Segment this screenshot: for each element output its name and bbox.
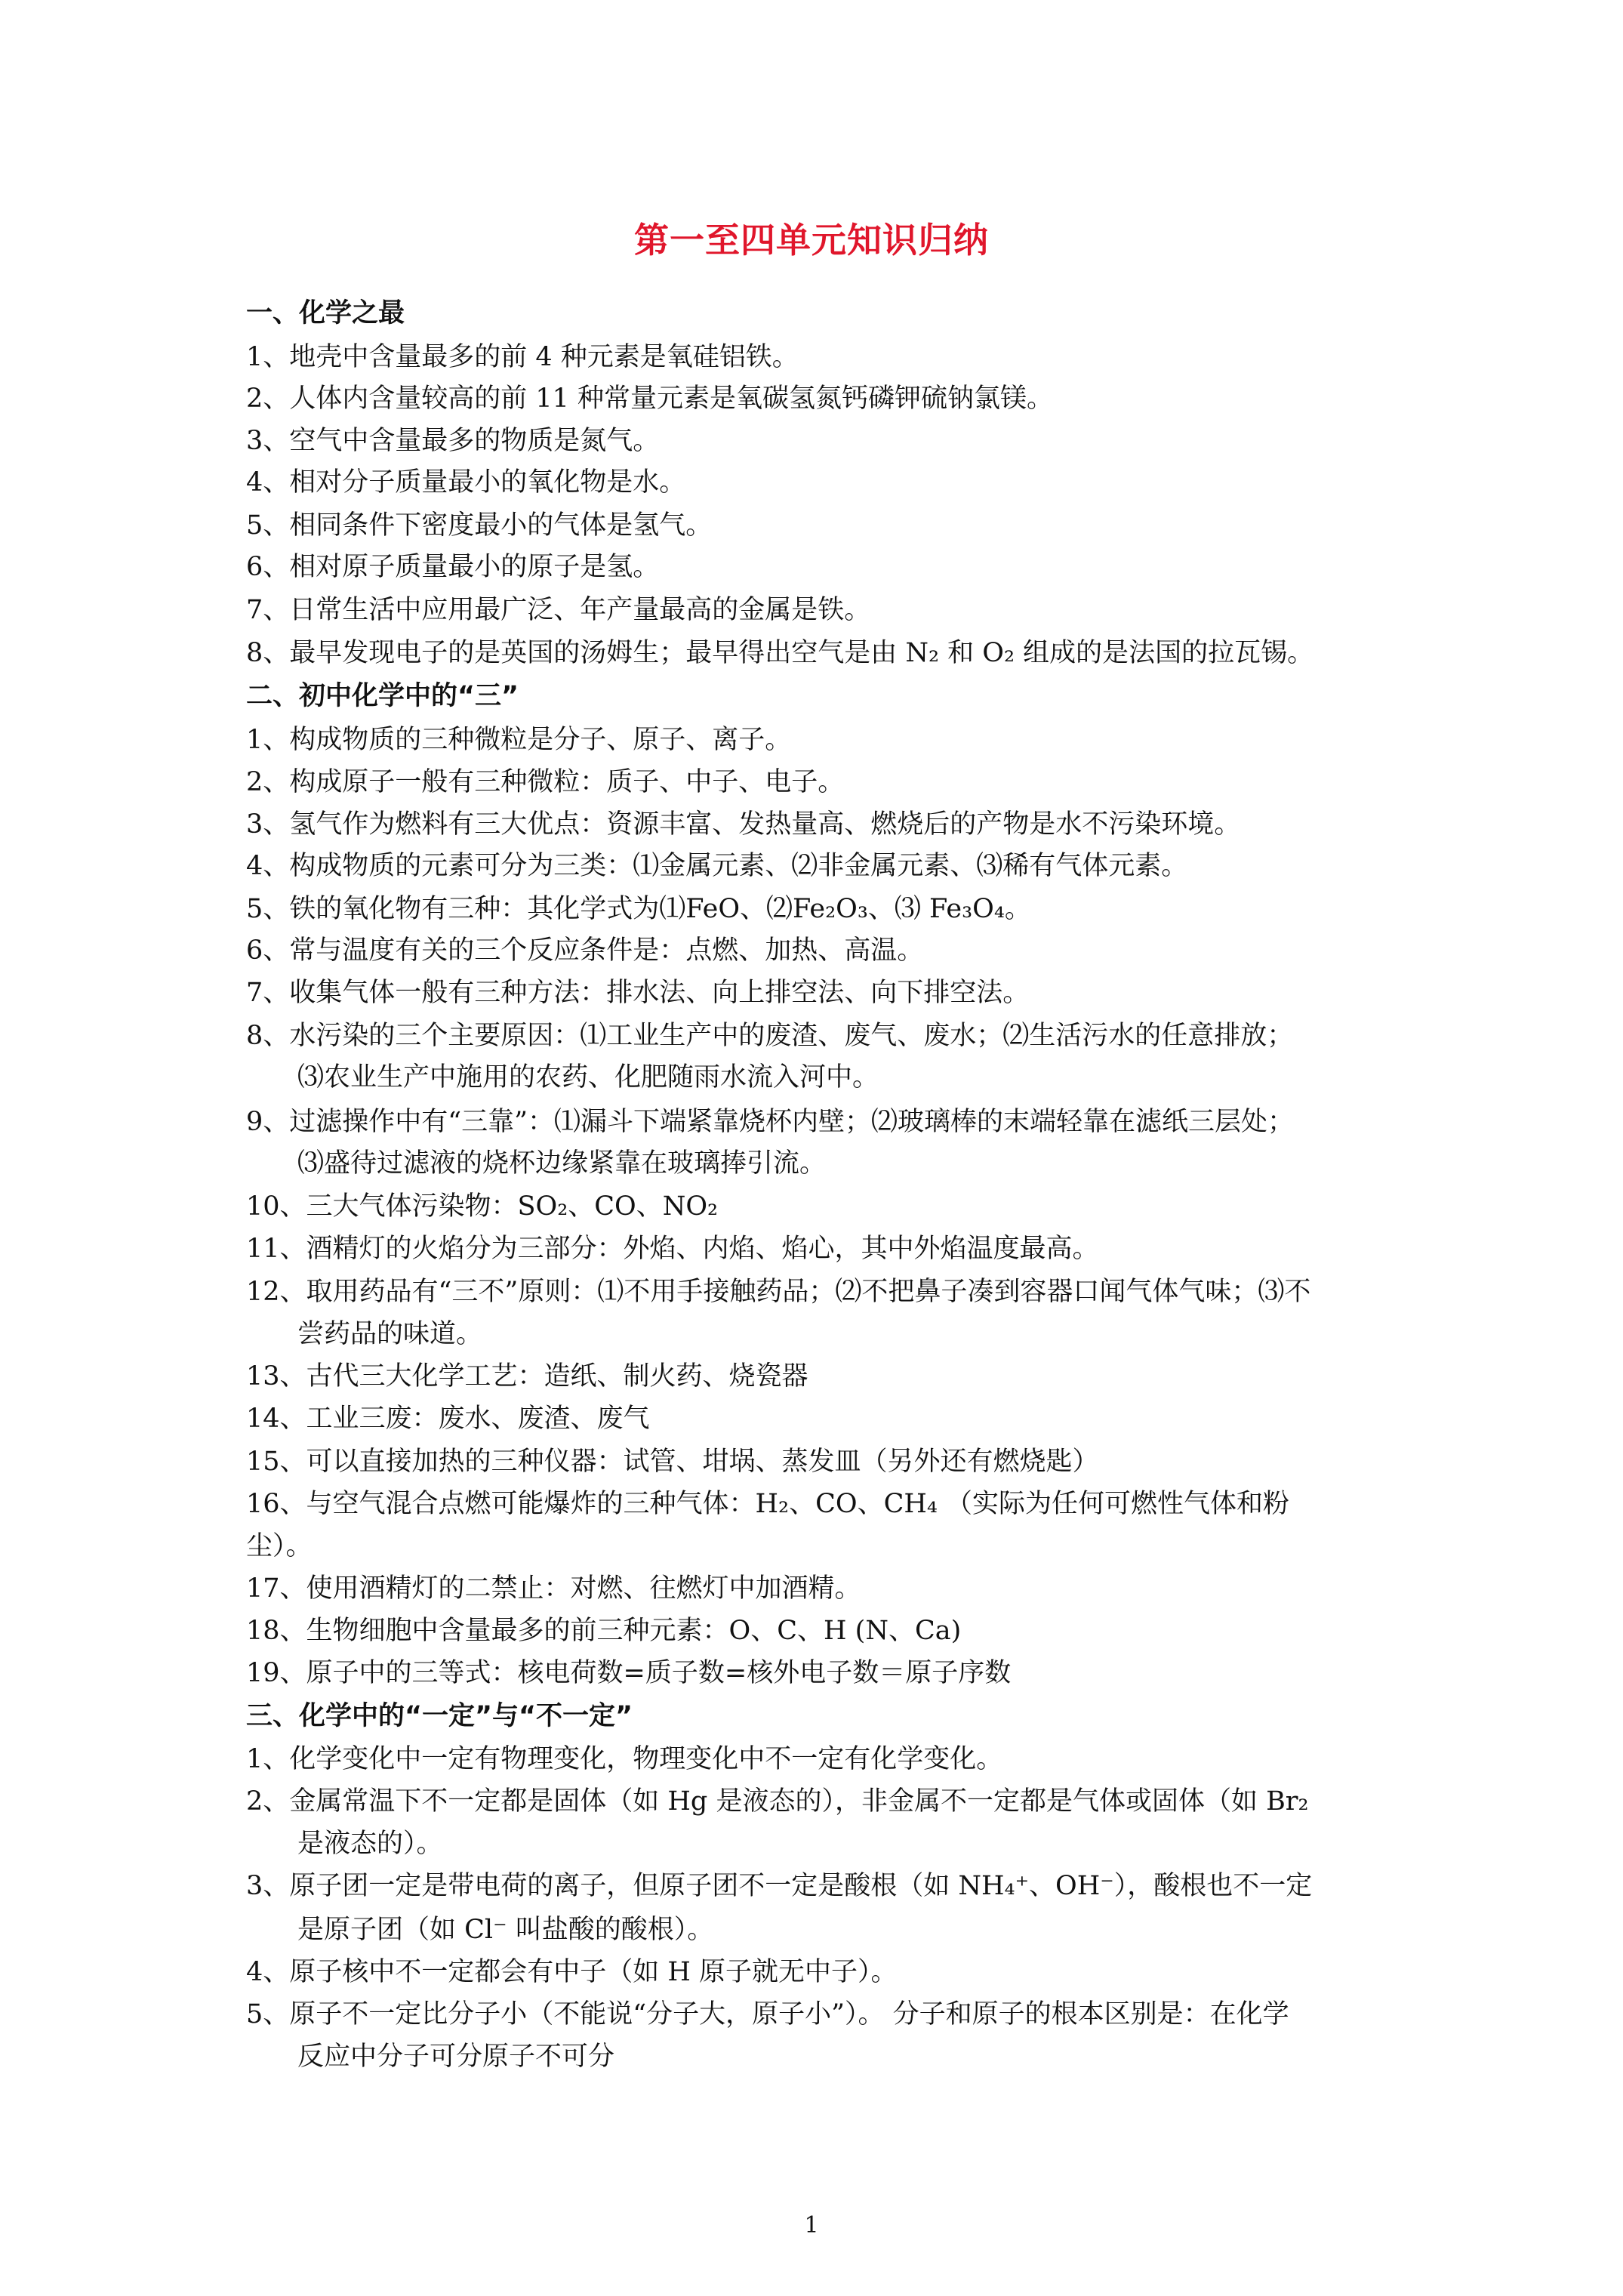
text-line: 2、金属常温下不一定都是固体（如 Hg 是液态的），非金属不一定都是气体或固体（如 Br₂: [246, 1786, 1309, 1817]
text-line: 8、水污染的三个主要原因：⑴工业生产中的废渣、废气、废水；⑵生活污水的任意排放；: [246, 1021, 1294, 1051]
text-line: 6、相对原子质量最小的原子是氢。: [246, 552, 660, 582]
text-line: 1、地壳中含量最多的前 4 种元素是氧硅铝铁。: [246, 342, 799, 372]
text-line: 3、氢气作为燃料有三大优点：资源丰富、发热量高、燃烧后的产物是水不污染环境。: [246, 809, 1241, 840]
text-line: 10、三大气体污染物：SO₂、CO、NO₂: [246, 1191, 719, 1222]
text-line: 是原子团（如 Cl⁻ 叫盐酸的酸根）。: [297, 1915, 714, 1945]
text-line: 15、可以直接加热的三种仪器：试管、坩埚、蒸发皿（另外还有燃烧匙）: [246, 1447, 1099, 1477]
text-line: 2、构成原子一般有三种微粒：质子、中子、电子。: [246, 767, 845, 797]
text-line: 3、原子团一定是带电荷的离子，但原子团不一定是酸根（如 NH₄⁺、OH⁻），酸根也不一定: [246, 1871, 1313, 1901]
section-heading: 二、初中化学中的“三”: [246, 681, 519, 711]
text-line: 18、生物细胞中含量最多的前三种元素：O、C、H (N、Ca): [246, 1616, 962, 1646]
text-line: ⑶盛待过滤液的烧杯边缘紧靠在玻璃捧引流。: [297, 1148, 827, 1179]
text-line: 17、使用酒精灯的二禁止：对燃、往燃灯中加酒精。: [246, 1573, 861, 1604]
text-line: 1、化学变化中一定有物理变化，物理变化中不一定有化学变化。: [246, 1744, 1003, 1774]
text-line: 13、古代三大化学工艺：造纸、制火药、烧瓷器: [246, 1361, 808, 1391]
text-line: ⑶农业生产中施用的农药、化肥随雨水流入河中。: [297, 1062, 879, 1093]
text-line: 是液态的）。: [297, 1829, 443, 1859]
text-line: 4、构成物质的元素可分为三类：⑴金属元素、⑵非金属元素、⑶稀有气体元素。: [246, 851, 1188, 881]
section-heading: 一、化学之最: [246, 298, 405, 328]
text-line: 4、原子核中不一定都会有中子（如 H 原子就无中子）。: [246, 1957, 898, 1987]
text-line: 16、与空气混合点燃可能爆炸的三种气体：H₂、CO、CH₄ （实际为任何可燃性气体和粉: [246, 1489, 1290, 1519]
section-heading: 三、化学中的“一定”与“不一定”: [246, 1701, 633, 1731]
text-line: 14、工业三废：废水、废渣、废气: [246, 1404, 650, 1434]
page-title: 第一至四单元知识归纳: [634, 220, 989, 260]
text-line: 8、最早发现电子的是英国的汤姆生；最早得出空气是由 N₂ 和 O₂ 组成的是法国的拉瓦锡。: [246, 638, 1314, 668]
text-line: 19、原子中的三等式：核电荷数=质子数=核外电子数＝原子序数: [246, 1658, 1012, 1688]
text-line: 反应中分子可分原子不可分: [297, 2042, 615, 2072]
text-line: 11、酒精灯的火焰分为三部分：外焰、内焰、焰心，其中外焰温度最高。: [246, 1234, 1099, 1264]
text-line: 5、相同条件下密度最小的气体是氢气。: [246, 510, 713, 541]
text-line: 5、铁的氧化物有三种：其化学式为⑴FeO、⑵Fe₂O₃、⑶ Fe₃O₄。: [246, 894, 1031, 924]
text-line: 5、原子不一定比分子小（不能说“分子大，原子小”）。 分子和原子的根本区别是：在化学: [246, 1999, 1289, 2029]
text-line: 7、收集气体一般有三种方法：排水法、向上排空法、向下排空法。: [246, 978, 1030, 1008]
text-line: 9、过滤操作中有“三靠”：⑴漏斗下端紧靠烧杯内壁；⑵玻璃棒的末端轻靠在滤纸三层处；: [246, 1107, 1295, 1137]
text-line: 1、构成物质的三种微粒是分子、原子、离子。: [246, 725, 792, 755]
text-line: 尘）。: [246, 1531, 313, 1561]
text-line: 3、空气中含量最多的物质是氮气。: [246, 426, 660, 456]
page-number: 1: [804, 2212, 819, 2239]
text-line: 12、取用药品有“三不”原则：⑴不用手接触药品；⑵不把鼻子凑到容器口闻气体气味；⑶不: [246, 1277, 1311, 1307]
text-line: 2、人体内含量较高的前 11 种常量元素是氧碳氢氮钙磷钾硫钠氯镁。: [246, 384, 1054, 414]
text-line: 6、常与温度有关的三个反应条件是：点燃、加热、高温。: [246, 935, 924, 966]
text-line: 4、相对分子质量最小的氧化物是水。: [246, 467, 686, 498]
text-line: 7、日常生活中应用最广泛、年产量最高的金属是铁。: [246, 595, 871, 625]
text-line: 尝药品的味道。: [297, 1319, 483, 1349]
